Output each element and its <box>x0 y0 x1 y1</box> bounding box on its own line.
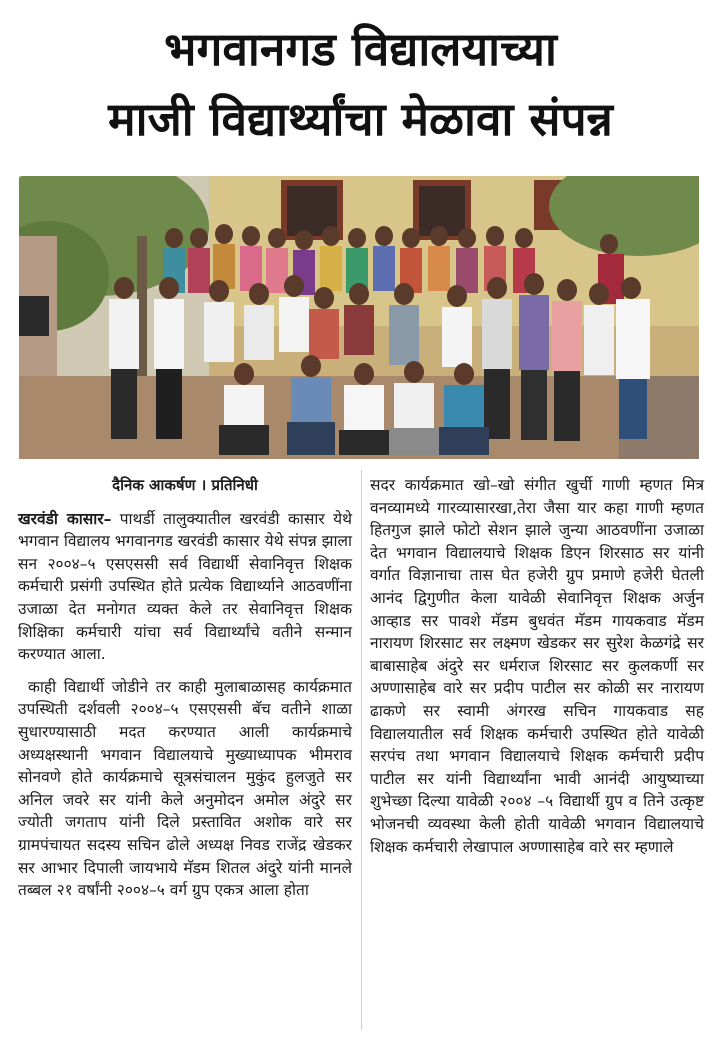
article-paragraph-1-text: पाथर्डी तालुक्यातील खरवंडी कासार येथे भगवान विद्यालय भगवानगड खरवंडी कासार येथे संपन्न झाला सन २००४–५ एसएससी सर्व विद्यार्थी सेवानिवृत्त शिक्षक कर्मचारी प्रसंगी उपस्थित होते प्रत्येक विद्यार्थ्याने आठवणींना उजाळा देत मनोगत व्यक्त केले तर सेवानिवृत्त शिक्षक शिक्षिका कर्मचारी यांचा सर्व विद्यार्थ्यांचे वतीने सन्मान करण्यात आला. <box>18 509 352 664</box>
article-column-right <box>370 474 704 868</box>
headline <box>0 14 721 154</box>
article-column-left <box>18 474 352 912</box>
column-divider <box>361 470 362 1030</box>
article-paragraph-2: काही विद्यार्थी जोडीने तर काही मुलाबाळासह कार्यक्रमात उपस्थिती दर्शवली २००४–५ एसएससी बॅच वतीने शाळा सुधारण्यासाठी मदत करण्यात आली कार्यक्रमाचे अध्यक्षस्थानी भगवान विद्यालयाचे मुख्याध्यापक भीमराव सोनवणे होते कार्यक्रमाचे सूत्रसंचालन मुकुंद हुलजुते सर अनिल जवरे सर यांनी केले अनुमोदन अमोल अंदुरे सर ज्योती जगताप यांनी दिले प्रस्तावित अशोक वारे सर ग्रामपंचायत सदस्य सचिन ढोले अध्यक्ष निवड राजेंद्र खेडकर सर आभार दिपाली जायभाये मॅडम शितल अंदुरे यांनी मानले तब्बल २१ वर्षांनी २००४–५ वर्ग ग्रुप एकत्र आला होता <box>18 677 352 900</box>
article-paragraph-3: सदर कार्यक्रमात खो–खो संगीत खुर्ची गाणी म्हणत मित्र वनव्यामध्ये गारव्यासारखा,तेरा जैसा यार कहा गाणी म्हणत हितगुज झाले फोटो सेशन झाले जुन्या आठवणींना उजाळा देत भगवान विद्यालयाचे शिक्षक डिएन शिरसाठ सर यांनी वर्गात विज्ञानाचा तास घेत हजेरी ग्रुप प्रमाणे हजेरी घेतली आनंद द्विगुणीत केला यावेळी सेवानिवृत्त शिक्षक अर्जुन आव्हाड सर पावशे मॅडम बुधवंत मॅडम गायकवाड मॅडम नारायण शिरसाट सर लक्ष्मण खेडकर सर सुरेश केळगंद्रे सर बाबासाहेब अंदुरे सर धर्मराज शिरसाट सर कुलकर्णी सर अण्णासाहेब वारे सर प्रदीप पाटील सर कोळी सर नारायण ढाकणे सर स्वामी अंगरख सचिन गायकवाड सह विद्यालयातील सर्व शिक्षक कर्मचारी उपस्थित होते यावेळी सरपंच तथा भगवान विद्यालयाचे शिक्षक कर्मचारी प्रदीप पाटील सर यांनी विद्यार्थ्यांना भावी आनंदी आयुष्याच्या शुभेच्छा दिल्या यावेळी २००४ –५ विद्यार्थी ग्रुप व तिने उत्कृष्ट भोजनची व्यवस्था केली होती यावेळी भगवान विद्यालयाचे शिक्षक कर्मचारी लेखापाल अण्णासाहेब वारे सर म्हणाले <box>370 476 704 856</box>
group-photo <box>19 176 699 459</box>
headline-line-1: भगवानगड विद्यालयाच्या <box>164 22 557 76</box>
dateline: खरवंडी कासार– <box>18 509 112 528</box>
byline: दैनिक आकर्षण । प्रतिनिधी <box>112 476 258 494</box>
headline-line-2: माजी विद्यार्थ्यांचा मेळावा संपन्न <box>108 92 613 146</box>
article-paragraph-1 <box>18 508 352 666</box>
group-photo-illustration <box>19 176 699 459</box>
